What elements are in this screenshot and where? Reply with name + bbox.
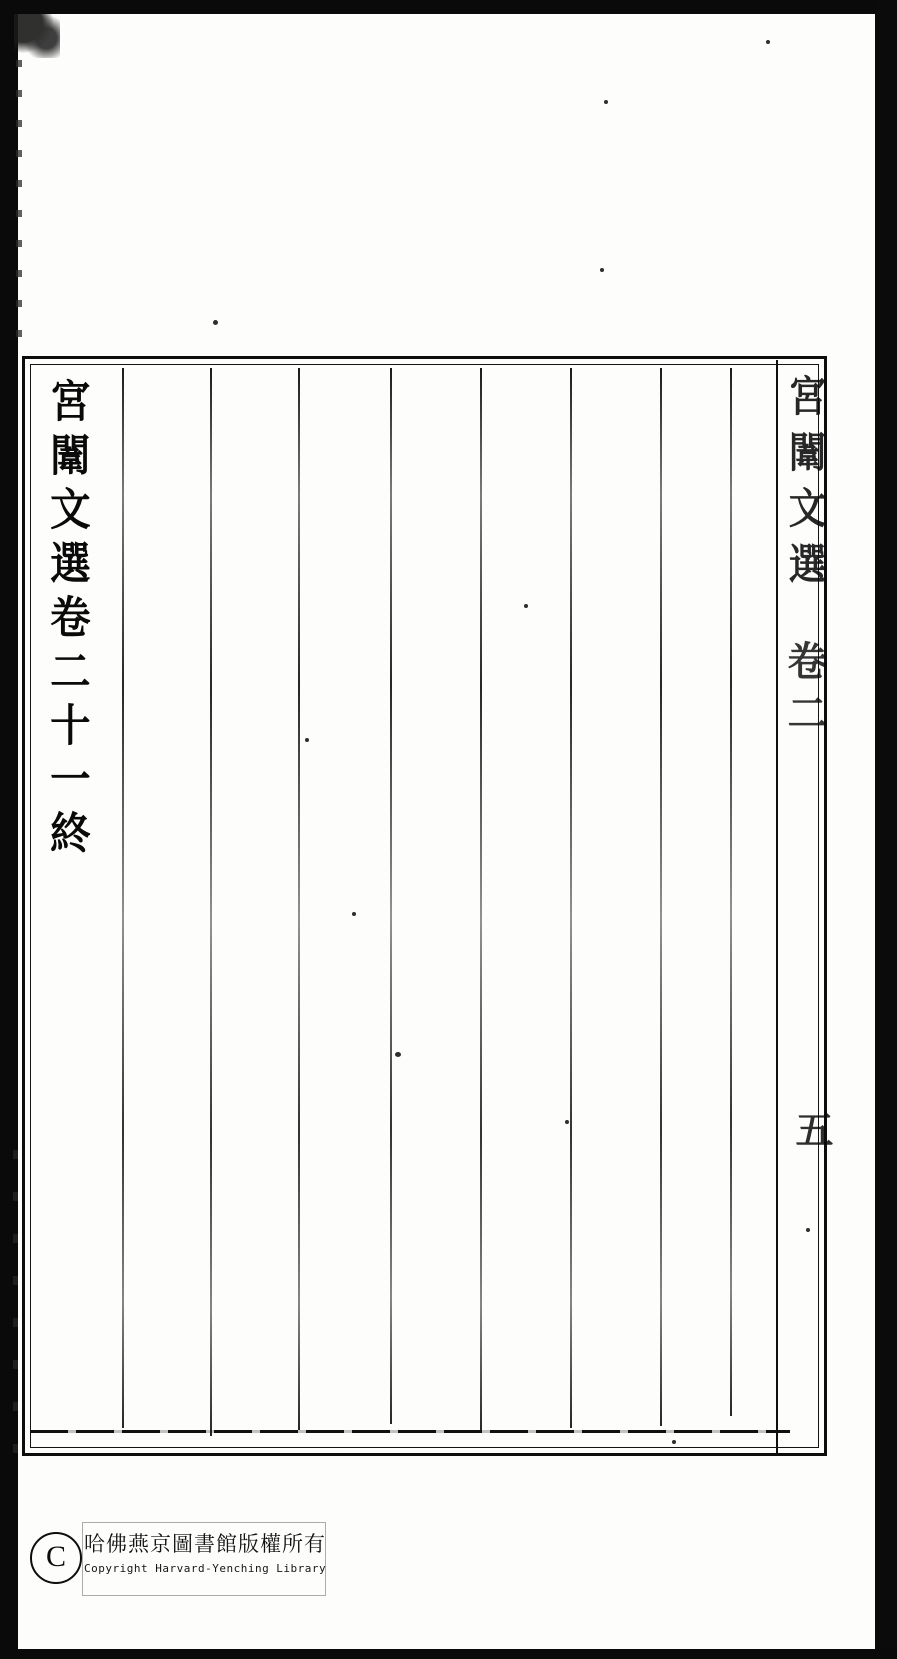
column-rule (730, 368, 732, 1416)
column-rule (660, 368, 662, 1426)
scan-edge-right (875, 0, 897, 1659)
scan-edge-speckle-upper (16, 60, 22, 340)
column-rule (480, 368, 482, 1432)
scan-edge-top (0, 0, 897, 14)
colophon-title-column: 宮闈文選卷二十一終 (42, 378, 90, 864)
column-rule (570, 368, 572, 1428)
banxin-title: 宮闈文選 (783, 374, 828, 598)
banxin-page-number: 五 (789, 1110, 834, 1154)
column-rule (122, 368, 124, 1428)
scan-edge-speckle-lower (13, 1150, 18, 1480)
paper-speck (600, 268, 604, 272)
column-rule (298, 368, 300, 1430)
paper-speck (766, 40, 770, 44)
library-stamp (26, 1516, 356, 1606)
banxin-volume: 卷二 (781, 640, 828, 744)
stamp-chinese-text: 哈佛燕京圖書館版權所有 (84, 1532, 326, 1556)
text-block (30, 368, 819, 1446)
scan-corner-smudge (14, 14, 60, 58)
column-rule (210, 368, 212, 1436)
scan-edge-bottom (0, 1649, 897, 1659)
column-rule (390, 368, 392, 1424)
frame-bottom-rule (30, 1430, 790, 1433)
paper-speck (213, 320, 218, 325)
copyright-icon: C (30, 1532, 82, 1584)
stamp-english-text: Copyright Harvard-Yenching Library (84, 1562, 327, 1575)
paper-speck (604, 100, 608, 104)
